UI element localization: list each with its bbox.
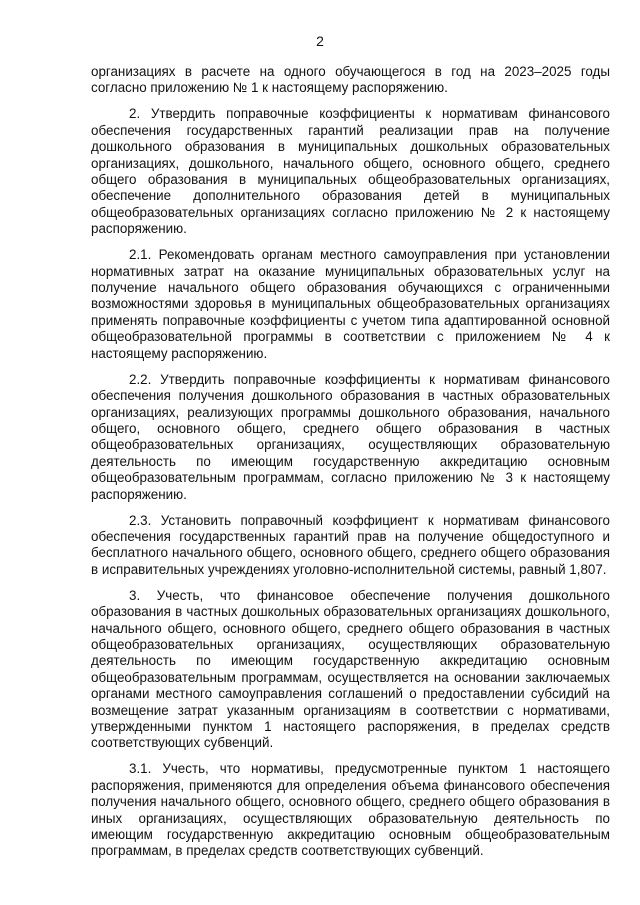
paragraph-item-2-3: 2.3. Установить поправочный коэффициент к нормативам финансового обеспечения государственных гарантий прав на получение общедоступного и бесплатного начального общего, основного общего, среднего общего образования в исправительных учреждениях уголовно-исполнительной системы, равный 1,807. [91,512,610,577]
paragraph-item-2: 2. Утвердить поправочные коэффициенты к нормативам финансового обеспечения государственных гарантий реализации прав на получение дошкольного образования в муниципальных дошкольных образовательных организациях, дошкольного, начального общего, основного общего, среднего общего образования в муниципальных общеобразовательных организациях, обеспечение дополнительного образования детей в муниципальных общеобразовательных организациях согласно приложению № 2 к настоящему распоряжению. [91,106,610,237]
paragraph-item-3: 3. Учесть, что финансовое обеспечение получения дошкольного образования в частных дошкольных образовательных организациях дошкольного, начального общего, основного общего, среднего общего образования в частных общеобразовательных организациях, осуществляющих образовательную деятельность по имеющим государственную аккредитацию основным общеобразовательным программам, осуществляется на основании заключаемых органами местного самоуправления соглашений о предоставлении субсидий на возмещение затрат указанным организациям в соответствии с нормативами, утвержденными пунктом 1 настоящего распоряжения, в пределах средств соответствующих субвенций. [91,587,610,751]
document-body [91,64,610,860]
paragraph-item-3-1: 3.1. Учесть, что нормативы, предусмотренные пунктом 1 настоящего распоряжения, применяются для определения объема финансового обеспечения получения начального общего, основного общего, среднего общего образования в иных организациях, осуществляющих образовательную деятельность по имеющим государственную аккредитацию основным общеобразовательным программам, в пределах средств соответствующих субвенций. [91,761,610,859]
paragraph-item-2-2: 2.2. Утвердить поправочные коэффициенты к нормативам финансового обеспечения получения дошкольного образования в частных образовательных организациях, реализующих программы дошкольного образования, начального общего, основного общего, среднего общего образования в частных общеобразовательных организациях, осуществляющих образовательную деятельность по имеющим государственную аккредитацию основным общеобразовательным программам, согласно приложению № 3 к настоящему распоряжению. [91,371,610,502]
paragraph-item-2-1: 2.1. Рекомендовать органам местного самоуправления при установлении нормативных затрат на оказание муниципальных образовательных услуг на получение начального общего образования обучающихся с ограниченными возможностями здоровья в муниципальных общеобразовательных организациях применять поправочные коэффициенты с учетом типа адаптированной основной общеобразовательной программы в соответствии с приложением № 4 к настоящему распоряжению. [91,247,610,361]
page-number: 2 [316,33,324,49]
paragraph-continuation: организациях в расчете на одного обучающегося в год на 2023–2025 годы согласно приложению № 1 к настоящему распоряжению. [91,64,610,96]
